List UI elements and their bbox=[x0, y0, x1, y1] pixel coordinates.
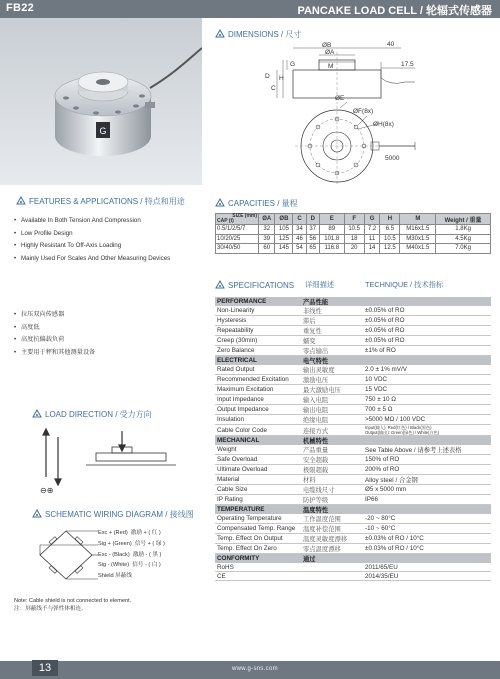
capacities-body bbox=[216, 225, 491, 254]
table-cell: M40x1.5 bbox=[400, 244, 436, 254]
spec-value: >5000 MΩ / 100 VDC bbox=[363, 415, 491, 425]
spec-name-cn: 电缆线尺寸 bbox=[301, 485, 363, 495]
spec-row bbox=[215, 316, 491, 326]
spec-name-cn: 最大激励电压 bbox=[301, 385, 363, 395]
spec-value: IP66 bbox=[363, 495, 491, 505]
spec-row bbox=[215, 455, 491, 465]
spec-name-cn: 温度补偿范围 bbox=[301, 524, 363, 534]
spec-name: Material bbox=[215, 475, 301, 485]
spec-row bbox=[215, 425, 491, 436]
specifications-title-text: SPECIFICATIONS bbox=[228, 281, 295, 290]
spec-row bbox=[215, 563, 491, 572]
spec-name: Repeatability bbox=[215, 326, 301, 336]
spec-name: Recommended Excitation bbox=[215, 375, 301, 385]
table-cell: 39 bbox=[259, 234, 275, 244]
spec-row bbox=[215, 395, 491, 405]
spec-row bbox=[215, 524, 491, 534]
spec-name-cn: 产品性能 bbox=[301, 297, 363, 306]
table-cell: 4.5Kg bbox=[436, 234, 491, 244]
spec-value: Input(输入): Red(红色) / Black(黑色) Output(输出): Green(绿色) / White(白色) bbox=[363, 425, 491, 436]
col-header: F bbox=[344, 214, 364, 225]
table-cell: 32 bbox=[259, 225, 275, 235]
dim-G: G bbox=[290, 61, 296, 68]
spec-value: -20 ~ 80°C bbox=[363, 514, 491, 524]
spec-name: ELECTRICAL bbox=[215, 356, 301, 366]
wire-sig-minus bbox=[98, 560, 198, 571]
spec-row bbox=[215, 326, 491, 336]
spec-value: ±0.05% of RO bbox=[363, 336, 491, 346]
spec-name: CE bbox=[215, 572, 301, 581]
size-label: SIZE (mm) bbox=[232, 213, 258, 219]
spec-name: Rated Output bbox=[215, 365, 301, 375]
capacities-table bbox=[215, 213, 491, 254]
spec-group-row bbox=[215, 297, 491, 306]
dim-D: D bbox=[265, 73, 270, 80]
spec-name: Insulation bbox=[215, 415, 301, 425]
dim-phiF: ØF(8x) bbox=[353, 108, 374, 115]
col-header: E bbox=[319, 214, 344, 225]
spec-row bbox=[215, 534, 491, 544]
table-cell: 46 bbox=[293, 234, 306, 244]
spec-name-cn: 极限超载 bbox=[301, 465, 363, 475]
col-header: G bbox=[364, 214, 380, 225]
spec-row bbox=[215, 336, 491, 346]
wire-sig-plus bbox=[98, 539, 198, 550]
spec-name-cn: 温度特性 bbox=[301, 505, 363, 515]
spec-value: ±0.05% of RO bbox=[363, 326, 491, 336]
load-direction-diagram bbox=[36, 425, 196, 497]
table-cell: 60 bbox=[259, 244, 275, 254]
spec-row bbox=[215, 544, 491, 554]
capacity-cell: 0.5/1/2/5/7 bbox=[216, 225, 259, 235]
load-minus-plus: ⊖⊕ bbox=[40, 486, 54, 495]
feature-item: • Highly Resistant To Off-Axis Loading bbox=[14, 240, 200, 253]
spec-row bbox=[215, 375, 491, 385]
spec-name: CONFORMITY bbox=[215, 554, 301, 564]
spec-value: Alloy steel / 合金钢 bbox=[363, 475, 491, 485]
spec-name-cn: 零点温度漂移 bbox=[301, 544, 363, 554]
spec-row bbox=[215, 485, 491, 495]
table-cell: 7.2 bbox=[364, 225, 380, 235]
wire-label-cn: 信号 + ( 绿 ) bbox=[134, 540, 165, 547]
spec-name: RoHS bbox=[215, 563, 301, 572]
spec-row bbox=[215, 514, 491, 524]
table-cell: 125 bbox=[275, 234, 293, 244]
features-title bbox=[16, 196, 185, 207]
wire-label: Sig + (Green) bbox=[98, 540, 132, 547]
triangle-ruler-icon bbox=[215, 29, 225, 38]
spec-name: Maximum Excitation bbox=[215, 385, 301, 395]
spec-name: Cable Color Code bbox=[215, 425, 301, 436]
capacities-title-text: CAPACITIES / 量程 bbox=[228, 199, 298, 208]
spec-value bbox=[363, 554, 491, 564]
table-cell: 116.8 bbox=[319, 244, 344, 254]
spec-value bbox=[363, 505, 491, 515]
features-title-text: FEATURES & APPLICATIONS / 特点和用途 bbox=[29, 197, 185, 206]
table-cell: 7.0Kg bbox=[436, 244, 491, 254]
page-footer bbox=[0, 661, 500, 679]
spec-value: ±0.05% of RO bbox=[363, 306, 491, 316]
table-cell: 101.8 bbox=[319, 234, 344, 244]
features-list-cn bbox=[14, 309, 200, 359]
capacity-cell: 30/40/50 bbox=[216, 244, 259, 254]
page-number: 13 bbox=[32, 660, 58, 676]
spec-value: ±0.05% of RO bbox=[363, 316, 491, 326]
cap-size-header bbox=[216, 214, 259, 225]
triangle-ruler-icon bbox=[32, 409, 42, 418]
spec-name-cn: 电气特性 bbox=[301, 356, 363, 366]
spec-row bbox=[215, 415, 491, 425]
spec-row bbox=[215, 306, 491, 316]
spec-value: 15 VDC bbox=[363, 385, 491, 395]
dimensions-title-text: DIMENSIONS / 尺寸 bbox=[228, 30, 302, 39]
wire-label: Exc - (Black) bbox=[98, 551, 130, 558]
spec-value: 750 ± 10 Ω bbox=[363, 395, 491, 405]
col-header: ØA bbox=[259, 214, 275, 225]
feature-item: • Available In Both Tension And Compression bbox=[14, 215, 200, 228]
wire-label: Shield bbox=[98, 573, 114, 580]
triangle-ruler-icon bbox=[215, 198, 225, 207]
spec-name-cn: 蠕变 bbox=[301, 336, 363, 346]
spec-value: 2014/35/EU bbox=[363, 572, 491, 581]
spec-value: See Table Above / 请参考上述表格 bbox=[363, 445, 491, 455]
table-row bbox=[216, 225, 491, 235]
dim-phiE: ØE bbox=[335, 95, 345, 102]
specifications-tech-label: TECHNIQUE / 技术指标 bbox=[365, 280, 444, 289]
dim-H: H bbox=[279, 75, 284, 82]
wire-exc-plus bbox=[98, 528, 198, 539]
table-cell: 37 bbox=[306, 225, 319, 235]
spec-name: MECHANICAL bbox=[215, 436, 301, 446]
spec-name: TEMPERATURE bbox=[215, 505, 301, 515]
spec-name-cn: 滞后 bbox=[301, 316, 363, 326]
capacity-cell: 10/20/25 bbox=[216, 234, 259, 244]
spec-name-cn: 零点输出 bbox=[301, 346, 363, 356]
website-link[interactable]: www.g-sns.com bbox=[232, 666, 278, 672]
feature-item-cn: • 主要用于秤和其他测量设备 bbox=[14, 347, 200, 360]
spec-name: Ultimate Overload bbox=[215, 465, 301, 475]
spec-group-row bbox=[215, 505, 491, 515]
feature-item-cn: • 高度抗偏载负荷 bbox=[14, 334, 200, 347]
spec-name-cn: 输入电阻 bbox=[301, 395, 363, 405]
note-en: Note: Cable shield is not connected to element. bbox=[14, 598, 132, 604]
table-cell: M30x1.5 bbox=[400, 234, 436, 244]
spec-name: Non-Linearity bbox=[215, 306, 301, 316]
wire-label-cn: 屏蔽线 bbox=[115, 573, 132, 580]
spec-row bbox=[215, 475, 491, 485]
spec-name-cn bbox=[301, 563, 363, 572]
table-cell: 105 bbox=[275, 225, 293, 235]
wheatstone-bridge-diagram bbox=[34, 527, 98, 585]
spec-name: Compensated Temp. Range bbox=[215, 524, 301, 534]
wiring-labels bbox=[98, 528, 198, 582]
triangle-ruler-icon bbox=[32, 509, 42, 518]
dim-C: C bbox=[271, 85, 276, 92]
dim-cable: 5000 bbox=[385, 155, 400, 162]
table-cell: 54 bbox=[293, 244, 306, 254]
spec-name-cn: 防护等级 bbox=[301, 495, 363, 505]
wire-label-cn: 激励 + ( 红 ) bbox=[130, 530, 161, 536]
table-cell: 34 bbox=[293, 225, 306, 235]
wire-label-cn: 激励 - ( 黑 ) bbox=[132, 551, 162, 558]
table-cell: 145 bbox=[275, 244, 293, 254]
dim-phiB: ØB bbox=[322, 42, 332, 49]
table-cell: 11 bbox=[364, 234, 380, 244]
feature-item: • Low Profile Design bbox=[14, 228, 200, 241]
table-cell: 10.5 bbox=[344, 225, 364, 235]
wire-shield bbox=[98, 571, 198, 582]
spec-value: 10 VDC bbox=[363, 375, 491, 385]
product-photo-panel bbox=[0, 18, 202, 185]
spec-name-cn bbox=[301, 572, 363, 581]
spec-group-row bbox=[215, 554, 491, 564]
specifications-title bbox=[215, 280, 294, 290]
table-cell: 89 bbox=[319, 225, 344, 235]
feature-item-cn: • 高度低 bbox=[14, 322, 200, 335]
specifications-table bbox=[215, 297, 491, 581]
spec-value: Ø5 x 5000 mm bbox=[363, 485, 491, 495]
spec-name-cn: 激励电压 bbox=[301, 375, 363, 385]
dimension-drawing-svg bbox=[215, 38, 493, 186]
spec-value: -10 ~ 60°C bbox=[363, 524, 491, 534]
spec-name-cn: 机械特性 bbox=[301, 436, 363, 446]
cable-note bbox=[14, 597, 131, 613]
table-cell: 1.8Kg bbox=[436, 225, 491, 235]
spec-name: Zero Balance bbox=[215, 346, 301, 356]
dim-40: 40 bbox=[387, 41, 395, 48]
spec-value: ±0.03% of RO / 10°C bbox=[363, 544, 491, 554]
col-header: M bbox=[400, 214, 436, 225]
col-header: C bbox=[293, 214, 306, 225]
cap-label: CAP (t) bbox=[217, 218, 234, 224]
wire-label-cn: 信号 - ( 白 ) bbox=[132, 562, 161, 569]
spec-value: ±0.03% of RO / 10°C bbox=[363, 534, 491, 544]
spec-value: 200% of RO bbox=[363, 465, 491, 475]
capacities-title bbox=[215, 198, 298, 209]
spec-name-cn: 工作温度范围 bbox=[301, 514, 363, 524]
spec-name: Temp. Effect On Zero bbox=[215, 544, 301, 554]
note-cn: 注：屏蔽线不与弹性体相连。 bbox=[14, 606, 87, 612]
specifications-cn-label: 详细描述 bbox=[305, 280, 335, 289]
spec-group-row bbox=[215, 436, 491, 446]
spec-name-cn: 非线性 bbox=[301, 306, 363, 316]
load-cell-photo bbox=[0, 18, 202, 185]
col-header: Weight / 重量 bbox=[436, 214, 491, 225]
capacities-header-row bbox=[216, 214, 491, 225]
spec-name: Temp. Effect On Output bbox=[215, 534, 301, 544]
table-cell: 56 bbox=[306, 234, 319, 244]
spec-row bbox=[215, 405, 491, 415]
table-cell: M16x1.5 bbox=[400, 225, 436, 235]
spec-value: 700 ± 5 Ω bbox=[363, 405, 491, 415]
spec-name: IP Rating bbox=[215, 495, 301, 505]
table-cell: 6.5 bbox=[380, 225, 400, 235]
product-code: FB22 bbox=[6, 2, 35, 14]
dim-phiA: ØA bbox=[325, 49, 335, 56]
spec-name-cn: 重复性 bbox=[301, 326, 363, 336]
spec-value: 2011/65/EU bbox=[363, 563, 491, 572]
spec-name-cn: 输出灵敏度 bbox=[301, 365, 363, 375]
spec-name: Operating Temperature bbox=[215, 514, 301, 524]
table-cell: 18 bbox=[344, 234, 364, 244]
svg-text:G: G bbox=[99, 126, 107, 136]
spec-value bbox=[363, 356, 491, 366]
spec-row bbox=[215, 385, 491, 395]
feature-item: • Mainly Used For Scales And Other Measuring Devices bbox=[14, 253, 200, 266]
triangle-ruler-icon bbox=[215, 280, 225, 289]
spec-name: Input Impedance bbox=[215, 395, 301, 405]
spec-row bbox=[215, 465, 491, 475]
table-row bbox=[216, 234, 491, 244]
spec-value bbox=[363, 436, 491, 446]
wiring-title bbox=[32, 509, 194, 520]
table-row bbox=[216, 244, 491, 254]
product-title: PANCAKE LOAD CELL / 轮辐式传感器 bbox=[297, 5, 492, 17]
spec-name-cn: 安全超载 bbox=[301, 455, 363, 465]
table-cell: 12.5 bbox=[380, 244, 400, 254]
spec-row bbox=[215, 495, 491, 505]
table-cell: 65 bbox=[306, 244, 319, 254]
col-header: H bbox=[380, 214, 400, 225]
spec-name-cn: 绝缘电阻 bbox=[301, 415, 363, 425]
spec-name: Hysteresis bbox=[215, 316, 301, 326]
spec-name-cn: 产品重量 bbox=[301, 445, 363, 455]
dim-17-5: 17.5 bbox=[401, 61, 414, 68]
dim-phiH: ØH(8x) bbox=[373, 121, 394, 128]
spec-value: 2.0 ± 1% mV/V bbox=[363, 365, 491, 375]
table-cell: 14 bbox=[364, 244, 380, 254]
spec-row bbox=[215, 572, 491, 581]
spec-value: 150% of RO bbox=[363, 455, 491, 465]
spec-name-cn: 连接方式 bbox=[301, 425, 363, 436]
load-direction-title bbox=[32, 409, 152, 420]
triangle-ruler-icon bbox=[16, 196, 26, 205]
wire-label: Exc + (Red) bbox=[98, 530, 128, 536]
spec-name-cn: 温度灵敏度漂移 bbox=[301, 534, 363, 544]
wiring-title-text: SCHEMATIC WIRING DIAGRAM / 接线图 bbox=[45, 510, 194, 519]
dimension-drawing bbox=[215, 38, 493, 186]
dim-M: M bbox=[328, 63, 334, 70]
spec-name: PERFORMANCE bbox=[215, 297, 301, 306]
spec-value: ±1% of RO bbox=[363, 346, 491, 356]
wire-exc-minus bbox=[98, 550, 198, 561]
spec-name-cn: 输出电阻 bbox=[301, 405, 363, 415]
feature-item-cn: • 拉压双向传感器 bbox=[14, 309, 200, 322]
spec-row bbox=[215, 445, 491, 455]
spec-name: Safe Overload bbox=[215, 455, 301, 465]
spec-name-cn: 通过 bbox=[301, 554, 363, 564]
spec-value bbox=[363, 297, 491, 306]
page-header bbox=[0, 0, 500, 18]
spec-name: Creep (30min) bbox=[215, 336, 301, 346]
table-cell: 20 bbox=[344, 244, 364, 254]
specifications-body bbox=[215, 297, 491, 581]
spec-name: Cable Size bbox=[215, 485, 301, 495]
col-header: ØB bbox=[275, 214, 293, 225]
spec-group-row bbox=[215, 356, 491, 366]
spec-row bbox=[215, 365, 491, 375]
col-header: D bbox=[306, 214, 319, 225]
features-list-en bbox=[14, 215, 200, 265]
spec-name: Weight bbox=[215, 445, 301, 455]
spec-name-cn: 材料 bbox=[301, 475, 363, 485]
spec-row bbox=[215, 346, 491, 356]
spec-name: Output Impedance bbox=[215, 405, 301, 415]
wire-label: Sig - (White) bbox=[98, 562, 130, 569]
table-cell: 10.5 bbox=[380, 234, 400, 244]
load-direction-title-text: LOAD DIRECTION / 受力方向 bbox=[45, 410, 152, 419]
